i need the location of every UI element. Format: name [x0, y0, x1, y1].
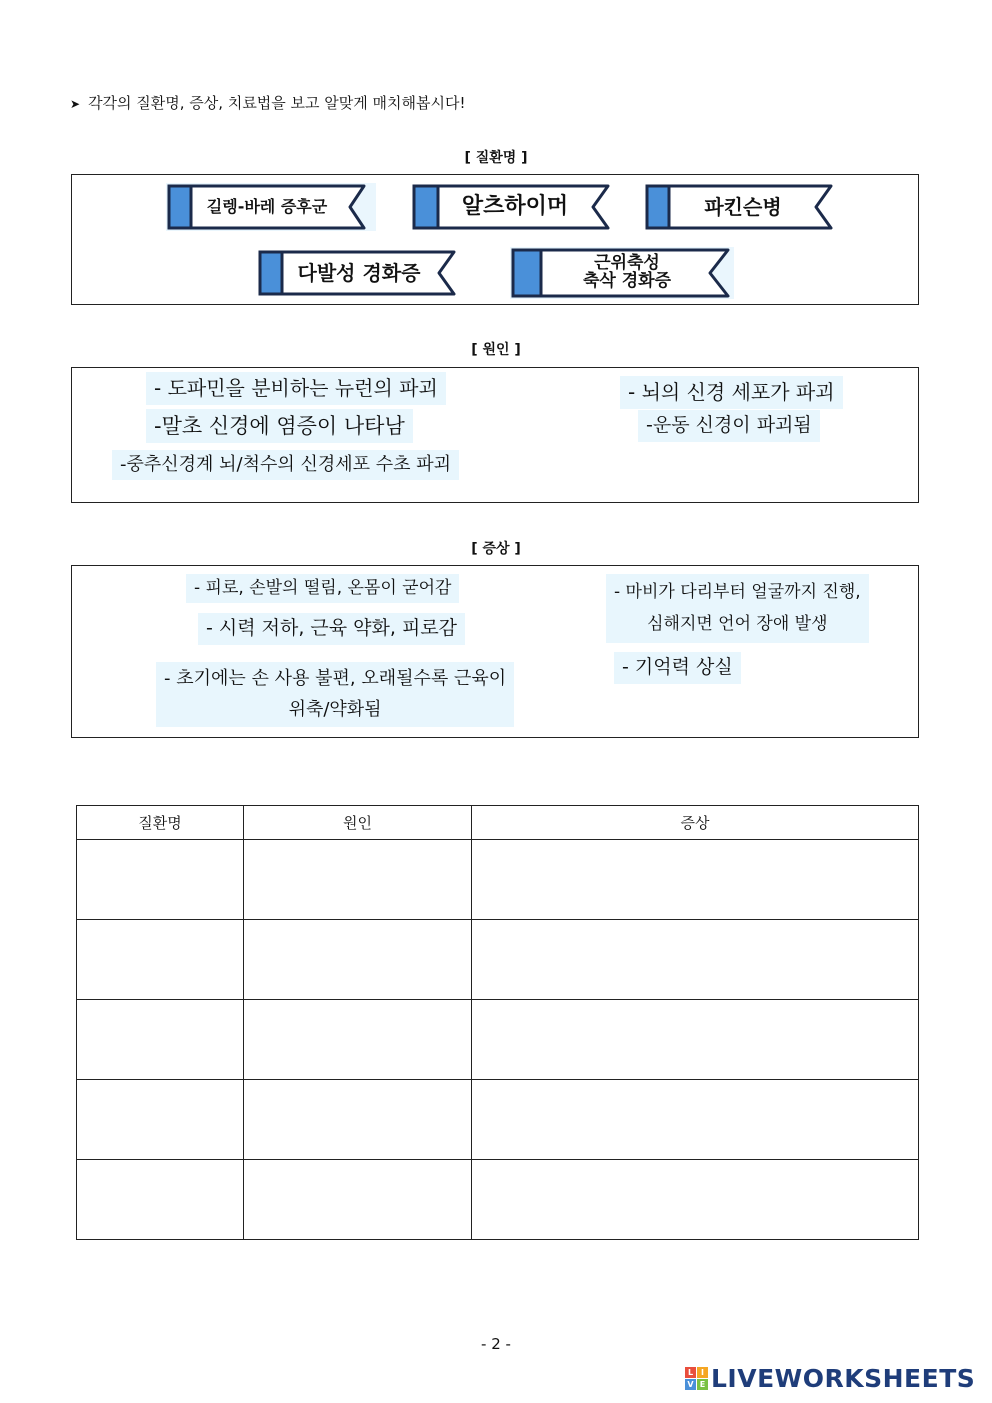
- symptom-line1: - 마비가 다리부터 얼굴까지 진행,: [614, 582, 861, 602]
- symptom-drop-cell[interactable]: [472, 1080, 919, 1160]
- cause-drop-cell[interactable]: [244, 1080, 472, 1160]
- header-cause: 원인: [244, 806, 472, 840]
- page-number: - 2 -: [481, 1335, 511, 1353]
- symptom-line1: - 초기에는 손 사용 불편, 오래될수록 근육이: [164, 668, 507, 689]
- causes-box: [71, 367, 919, 503]
- symptom-drop-cell[interactable]: [472, 1160, 919, 1240]
- table-row: [77, 1080, 919, 1160]
- symptom-line2: 위축/약화됨: [288, 698, 382, 720]
- symptom-card[interactable]: [156, 662, 514, 727]
- cause-card[interactable]: -중추신경계 뇌/척수의 신경세포 수초 파괴: [112, 450, 459, 480]
- disease-label: 파킨슨병: [704, 194, 782, 219]
- matching-table: [76, 805, 919, 1240]
- symptom-card[interactable]: [606, 574, 869, 643]
- disease-tag[interactable]: [644, 183, 834, 231]
- logo-wordmark: LIVEWORKSHEETS: [711, 1363, 976, 1393]
- cause-drop-cell[interactable]: [244, 1160, 472, 1240]
- header-disease: 질환명: [77, 806, 244, 840]
- disease-label: 알츠하이머: [461, 194, 569, 220]
- disease-tag[interactable]: [166, 183, 376, 231]
- table-row: [77, 840, 919, 920]
- disease-tag[interactable]: [510, 247, 734, 299]
- disease-tag[interactable]: [411, 183, 611, 231]
- disease-drop-cell[interactable]: [77, 1080, 244, 1160]
- symptom-drop-cell[interactable]: [472, 1000, 919, 1080]
- table-row: [77, 1000, 919, 1080]
- symptom-line2: 심해지면 언어 장애 발생: [647, 614, 828, 635]
- symptom-card[interactable]: - 피로, 손발의 떨림, 온몸이 굳어감: [186, 574, 459, 603]
- liveworksheets-logo[interactable]: [685, 1363, 975, 1393]
- disease-tag[interactable]: [257, 249, 457, 297]
- disease-label: 다발성 경화증: [297, 260, 421, 285]
- disease-label: 길렝-바레 증후군: [206, 196, 328, 216]
- cause-card[interactable]: -운동 신경이 파괴됨: [638, 410, 820, 442]
- disease-drop-cell[interactable]: [77, 840, 244, 920]
- cause-drop-cell[interactable]: [244, 840, 472, 920]
- table-row: [77, 920, 919, 1000]
- cause-card[interactable]: - 뇌의 신경 세포가 파괴: [620, 376, 843, 409]
- symptoms-box: [71, 565, 919, 738]
- disease-drop-cell[interactable]: [77, 1000, 244, 1080]
- symptom-drop-cell[interactable]: [472, 920, 919, 1000]
- header-symptom: 증상: [472, 806, 919, 840]
- section-title-symptoms: [ 증상 ]: [471, 541, 521, 557]
- disease-label-line1: 근위축성: [594, 253, 660, 274]
- table-row: [77, 1160, 919, 1240]
- symptom-card[interactable]: - 시력 저하, 근육 약화, 피로감: [198, 613, 465, 645]
- disease-drop-cell[interactable]: [77, 920, 244, 1000]
- arrow-bullet-icon: ➤: [70, 97, 81, 111]
- disease-label: [542, 247, 712, 299]
- symptom-drop-cell[interactable]: [472, 840, 919, 920]
- disease-label-line2: 축삭 경화증: [582, 271, 672, 291]
- cause-drop-cell[interactable]: [244, 1000, 472, 1080]
- logo-grid-icon: L I V E: [685, 1367, 708, 1390]
- cause-card[interactable]: -말초 신경에 염증이 나타남: [146, 409, 413, 443]
- cause-drop-cell[interactable]: [244, 920, 472, 1000]
- diseases-box: [71, 174, 919, 305]
- instruction: [70, 92, 466, 113]
- symptom-card[interactable]: - 기억력 상실: [614, 652, 741, 684]
- table-header-row: [77, 806, 919, 840]
- cause-card[interactable]: - 도파민을 분비하는 뉴런의 파괴: [146, 372, 446, 405]
- section-title-causes: [ 원인 ]: [471, 342, 521, 358]
- disease-drop-cell[interactable]: [77, 1160, 244, 1240]
- instruction-text: 각각의 질환명, 증상, 치료법을 보고 알맞게 매치해봅시다!: [88, 94, 466, 112]
- section-title-diseases: [ 질환명 ]: [464, 150, 528, 166]
